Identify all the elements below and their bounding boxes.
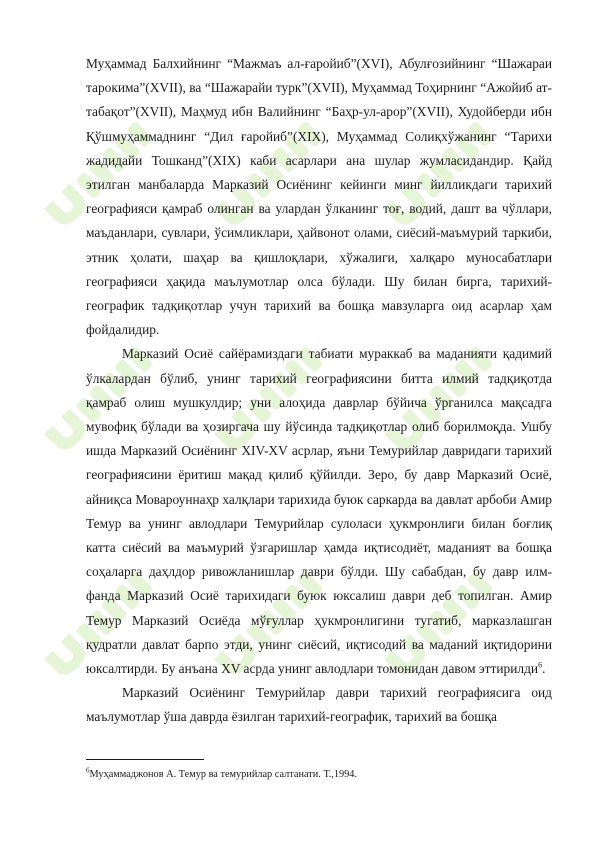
footnote-text: Муҳаммаджонов А. Темур ва темурийлар салтанати. Т.,1994. [89,769,358,780]
footnote-number: 6 [86,766,90,775]
footnote-reference: 6 [538,660,543,670]
paragraph-3-text: Марказий Осиёнинг Темурийлар даври тарихий географиясига оид маълумотлар ўша даврда ёзилган тарихий-географик, тарихий ва бошқа [86,685,552,725]
paragraph-1 [86,52,552,342]
paragraph-1-text: Муҳаммад Балхийнинг “Мажмаъ ал-ғаройиб”(XVI), Абулғозийнинг “Шажараи тарокима”(XVII), ва “Шажарайи турк”(XVII), Муҳаммад Тоҳирнинг “Ажойиб ат-табақот”(XVII), Маҳмуд ибн Валийнинг “Баҳр-ул-арор”(XVII), Худойберди ибн Қўшмуҳаммаднинг “Дил ғаройиб”(XIX), Муҳаммад Солиқхўжанинг “Тарихи жадидайи Тошканд”(XIX) каби асарлари ана шулар жумласидандир. Қайд этилган манбаларда Марказий Осиёнинг кейинги минг йилликдаги тарихий географияси қамраб олинган ва улардан ўлканинг тоғ, водий, дашт ва чўллари, маъданлари, сувлари, ўсимликлари, ҳайвонот олами, сиёсий-маъмурий таркиби, этник ҳолати, шаҳар ва қишлоқлари, хўжалиги, халқаро муносабатлари географияси ҳақида маълумотлар олса бўлади. Шу билан бирга, тарихий-географик тадқиқотлар учун тарихий ва бошқа мавзуларга оид асарлар ҳам фойдалидир. [86,56,552,338]
paragraph-2: Марказий Осиё сайёрамиздаги табиати мураккаб ва маданияти қадимий ўлкалардан бўлиб, унинг тарихий географиясини битта илмий тадқиқотда қамраб олиш мушкулдир; уни алоҳида даврлар бўйича ўрганилса мақсадга мувофиқ бўлади ва ҳозиргача шу йўсинда тадқиқотлар олиб борилмоқда. Ушбу ишда Марказий Осиёнинг XIV-XV асрлар, яъни Темурийлар давридаги тарихий географиясини ёритиш мақад қилиб қўйилди. Зеро, бу давр Марказий Осиё, айниқса Мовароуннаҳр халқлари тарихида буюк саркарда ва давлат арбоби Амир Темур ва унинг авлодлари Темурийлар сулоласи ҳукмронлиги билан боғлиқ катта сиёсий ва маъмурий ўзгаришлар ҳамда иқтисодиёт, маданият ва бошқа соҳаларга даҳлдор ривожланишлар даври бўлди. Шу сабабдан, бу давр илм-фанда Марказий Осиё тарихидаги буюк юксалиш даври деб топилган. Амир Темур Марказий Осиёда мўғуллар ҳукмронлигини тугатиб, марказлашган қудратли давлат барпо этди, унинг сиёсий, иқтисодий ва маданий иқтидорини юксалтирди. Бу анъана XV асрда унинг авлодлари томонидан давом эттирилди$^6$. [86,346,552,677]
main-text [86,52,552,730]
footnote [86,768,552,781]
paragraph-2-text: Марказий Осиё сайёрамиздаги табиати мураккаб ва маданияти қадимий ўлкалардан бўлиб, унинг тарихий географиясини битта илмий тадқиқотда қамраб олиш мушкулдир; уни алоҳида даврлар бўйича ўрганилса мақсадга мувофиқ бўлади ва ҳозиргача шу йўсинда тадқиқотлар олиб борилмоқда. Ушбу ишда Марказий Осиёнинг XIV-XV асрлар, яъни Темурийлар давридаги тарихий географиясини ёритиш мақад қилиб қўйилди. Зеро, бу давр Марказий Осиё, айниқса Мовароуннаҳр халқлари тарихида буюк саркарда ва давлат арбоби Амир Темур ва унинг авлодлари Темурийлар сулоласи ҳукмронлиги билан боғлиқ катта сиёсий ва маъмурий ўзгаришлар ҳамда иқтисодиёт, маданият ва бошқа соҳаларга даҳлдор ривожланишлар даври бўлди. Шу сабабдан, бу давр илм-фанда Марказий Осиё тарихидаги буюк юксалиш даври деб топилган. Амир Темур Марказий Осиёда мўғуллар ҳукмронлигини тугатиб, марказлашган қудратли давлат барпо этди, унинг сиёсий, иқтисодий ва маданий иқтидорини юксалтирди. Бу анъана XV асрда унинг авлодлари томонидан давом эттирилди [86,346,552,677]
footnote-divider [86,759,204,760]
paragraph-3 [86,681,552,729]
